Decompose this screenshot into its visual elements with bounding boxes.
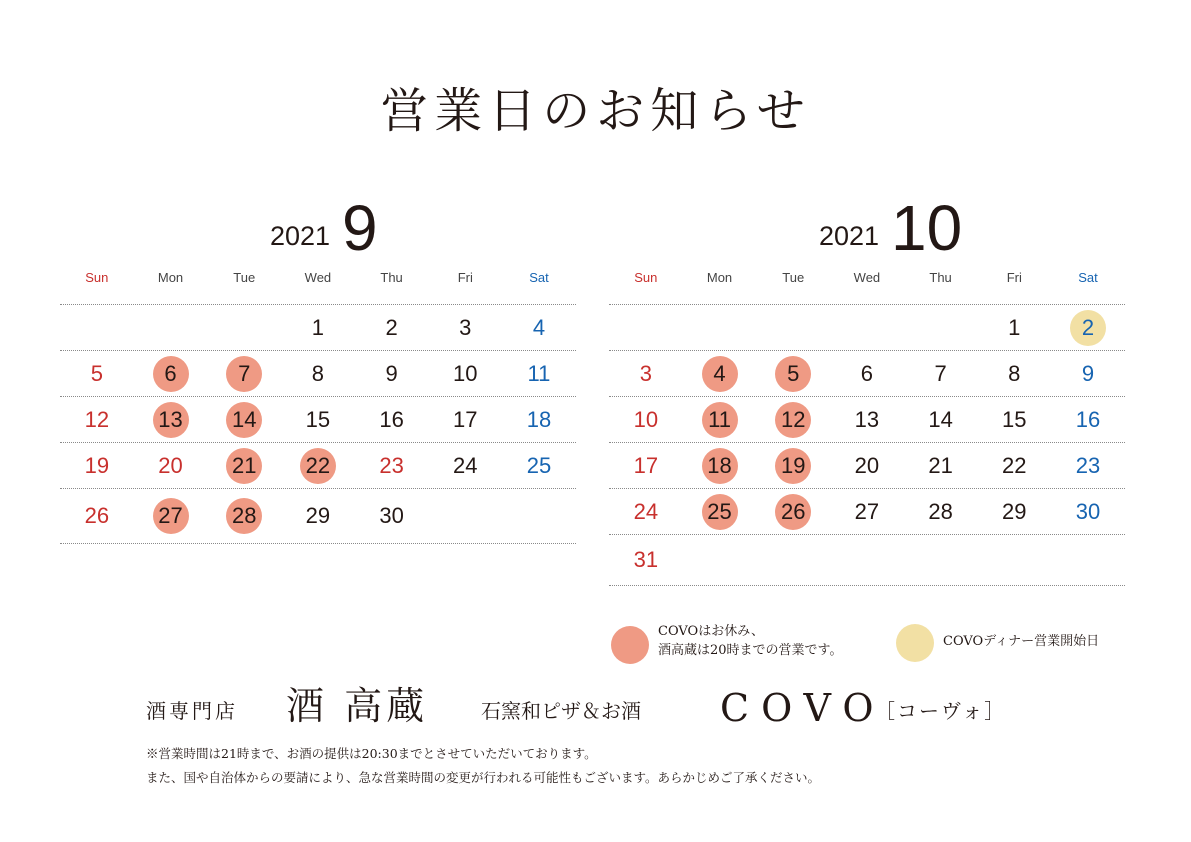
weekday-label: Sun	[85, 270, 109, 285]
calendar-day	[355, 489, 429, 543]
calendar-grid	[609, 304, 1125, 586]
calendar-header	[609, 190, 1125, 264]
closed-legend-line2: 酒高蔵は20時までの営業です。	[658, 643, 843, 658]
weekday-header	[609, 270, 1125, 290]
calendar-day	[756, 397, 830, 442]
day-number: 17	[633, 452, 659, 478]
calendar-day	[1051, 443, 1125, 488]
calendar-day	[683, 489, 757, 534]
calendar-week	[609, 488, 1125, 534]
calendar-day	[281, 351, 355, 396]
day-number: 21	[928, 452, 953, 478]
calendar-day	[830, 489, 904, 534]
day-number: 2	[385, 314, 398, 340]
day-number: 3	[639, 360, 652, 386]
shop2-prefix: 石窯和ピザ＆お酒	[481, 699, 641, 723]
day-number: 6	[860, 360, 874, 386]
day-number: 9	[1081, 360, 1095, 386]
calendar-day	[609, 443, 683, 488]
calendar-day	[207, 351, 281, 396]
calendar-day	[1051, 351, 1125, 396]
day-number: 13	[153, 402, 189, 438]
day-number: 19	[775, 448, 811, 484]
day-number: 18	[526, 406, 552, 432]
calendar-day	[609, 489, 683, 534]
calendar-day	[756, 489, 830, 534]
calendar-day	[756, 443, 830, 488]
calendar-empty-cell	[830, 535, 904, 585]
calendar-day	[134, 351, 208, 396]
calendar-day	[281, 443, 355, 488]
day-number: 30	[1075, 498, 1101, 524]
calendar-empty-cell	[683, 535, 757, 585]
day-number: 25	[526, 452, 552, 478]
day-number: 9	[385, 360, 398, 386]
weekday-label: Sat	[529, 270, 549, 285]
closed-legend-dot	[611, 626, 649, 664]
calendar-week	[60, 350, 576, 396]
shop2-reading: ［コーヴォ］	[875, 699, 1007, 723]
day-number: 6	[153, 356, 189, 392]
calendar-day	[904, 443, 978, 488]
weekday-label: Mon	[706, 270, 733, 285]
weekday-label: Sun	[634, 270, 658, 285]
day-number: 10	[453, 360, 478, 386]
calendar-month: 10	[891, 192, 963, 264]
calendar-day	[355, 443, 429, 488]
weekday-label: Thu	[380, 270, 403, 285]
calendar-day	[355, 305, 429, 350]
calendar-day	[428, 351, 502, 396]
calendar-week	[60, 304, 576, 350]
calendar-empty-cell	[756, 535, 830, 585]
day-number: 14	[928, 406, 953, 432]
calendar-day	[683, 351, 757, 396]
calendar-day	[904, 351, 978, 396]
day-number: 23	[1075, 452, 1101, 478]
calendar-header	[60, 190, 576, 264]
weekday-label: Fri	[1006, 270, 1022, 285]
day-number: 13	[854, 406, 880, 432]
calendar-week	[609, 304, 1125, 350]
calendar-day	[502, 305, 576, 350]
calendar-day	[904, 397, 978, 442]
day-number: 27	[153, 498, 189, 534]
calendar-day	[756, 351, 830, 396]
note-line: また、国や自治体からの要請により、急な営業時間の変更が行われる可能性もございます。あらかじめご了承ください。	[146, 770, 821, 785]
day-number: 20	[854, 452, 880, 478]
calendar-week	[60, 442, 576, 488]
calendar-day	[60, 489, 134, 543]
calendar-day	[830, 443, 904, 488]
calendar-year: 2021	[270, 221, 331, 251]
day-number: 7	[226, 356, 262, 392]
calendar-day	[281, 489, 355, 543]
calendar-day	[904, 489, 978, 534]
day-number: 15	[305, 406, 331, 432]
calendar-week	[60, 488, 576, 544]
calendar-week	[609, 534, 1125, 586]
calendar-day	[207, 443, 281, 488]
calendar-empty-cell	[683, 305, 757, 350]
day-number: 1	[1008, 314, 1021, 340]
day-number: 30	[379, 503, 404, 528]
shop1-prefix: 酒専門店	[146, 699, 238, 723]
weekday-label: Tue	[233, 270, 256, 285]
day-number: 12	[775, 402, 811, 438]
day-number: 16	[1075, 406, 1101, 432]
day-number: 21	[226, 448, 262, 484]
day-number: 25	[702, 494, 738, 530]
calendar-empty-cell	[830, 305, 904, 350]
store-info	[0, 680, 1191, 730]
note-line: ※営業時間は21時まで、お酒の提供は20:30までとさせていただいております。	[146, 746, 597, 761]
calendar-day	[281, 397, 355, 442]
calendar-day	[977, 305, 1051, 350]
calendar-day	[134, 489, 208, 543]
day-number: 7	[934, 360, 947, 386]
calendar-day	[281, 305, 355, 350]
calendar-day	[428, 443, 502, 488]
day-number: 26	[775, 494, 811, 530]
calendar-day	[609, 535, 683, 585]
calendar-day	[977, 443, 1051, 488]
calendar-day	[60, 351, 134, 396]
day-number: 4	[532, 314, 546, 340]
day-number: 1	[311, 314, 325, 340]
day-number: 5	[775, 356, 811, 392]
calendar-day	[609, 351, 683, 396]
day-number: 27	[854, 498, 880, 524]
day-number: 22	[300, 448, 336, 484]
calendar-day	[207, 397, 281, 442]
calendar-day	[355, 397, 429, 442]
calendar-empty-cell	[428, 489, 502, 543]
calendar-empty-cell	[134, 305, 208, 350]
calendar-day	[1051, 397, 1125, 442]
day-number: 16	[379, 406, 404, 432]
day-number: 31	[633, 547, 659, 572]
calendar-day	[60, 397, 134, 442]
calendar-day	[977, 489, 1051, 534]
calendar-day	[683, 443, 757, 488]
weekday-header	[60, 270, 576, 290]
day-number: 8	[311, 360, 325, 386]
day-number: 8	[1008, 360, 1021, 386]
calendar-day	[502, 443, 576, 488]
calendar-empty-cell	[207, 305, 281, 350]
day-number: 15	[1002, 406, 1027, 432]
day-number: 24	[633, 498, 659, 524]
calendar-empty-cell	[60, 305, 134, 350]
day-number: 5	[90, 360, 103, 386]
weekday-label: Wed	[304, 270, 332, 285]
day-number: 18	[702, 448, 738, 484]
dinner-legend-dot	[896, 624, 934, 662]
calendar-grid	[60, 304, 576, 544]
calendar-empty-cell	[1051, 535, 1125, 585]
calendar-empty-cell	[904, 535, 978, 585]
closed-legend-line1: COVOはお休み、	[658, 624, 764, 639]
weekday-label: Mon	[157, 270, 184, 285]
weekday-label: Sat	[1078, 270, 1098, 285]
calendar-day	[830, 397, 904, 442]
calendar-year: 2021	[819, 221, 880, 251]
day-number: 22	[1002, 452, 1027, 478]
day-number: 19	[84, 452, 110, 478]
calendar-empty-cell	[977, 535, 1051, 585]
weekday-label: Thu	[929, 270, 952, 285]
calendar-week	[60, 396, 576, 442]
day-number: 28	[928, 498, 953, 524]
calendar-empty-cell	[609, 305, 683, 350]
notes	[146, 742, 820, 790]
calendar-day	[830, 351, 904, 396]
weekday-label: Wed	[853, 270, 881, 285]
calendar-day	[134, 397, 208, 442]
day-number: 4	[702, 356, 738, 392]
calendar-week	[609, 396, 1125, 442]
calendar-day	[502, 397, 576, 442]
day-number: 23	[379, 452, 404, 478]
calendar-day	[1051, 305, 1125, 350]
day-number: 12	[84, 406, 110, 432]
calendar-day	[977, 351, 1051, 396]
day-number: 29	[305, 503, 331, 528]
weekday-label: Tue	[782, 270, 805, 285]
calendar-day	[60, 443, 134, 488]
day-number: 17	[453, 406, 478, 432]
calendar-day	[1051, 489, 1125, 534]
day-number: 10	[633, 406, 659, 432]
closed-legend-text	[658, 622, 843, 660]
day-number: 11	[527, 360, 551, 386]
day-number: 20	[158, 452, 183, 478]
calendar-week	[609, 350, 1125, 396]
calendar-day	[355, 351, 429, 396]
calendar-day	[428, 305, 502, 350]
day-number: 14	[226, 402, 262, 438]
day-number: 11	[702, 402, 738, 438]
day-number: 29	[1002, 498, 1027, 524]
calendar-empty-cell	[756, 305, 830, 350]
shop2-name: COVO	[720, 686, 886, 730]
day-number: 28	[226, 498, 262, 534]
calendar-empty-cell	[904, 305, 978, 350]
calendar-day	[977, 397, 1051, 442]
day-number: 3	[459, 314, 472, 340]
day-number: 2	[1070, 310, 1106, 346]
day-number: 24	[453, 452, 478, 478]
dinner-legend-text: COVOディナー営業開始日	[943, 634, 1100, 649]
calendar-week	[609, 442, 1125, 488]
shop1-name: 酒 高蔵	[286, 684, 429, 728]
weekday-label: Fri	[457, 270, 473, 285]
calendar-day	[609, 397, 683, 442]
calendar-empty-cell	[502, 489, 576, 543]
calendar-month: 9	[342, 192, 378, 264]
day-number: 26	[84, 503, 110, 528]
calendar-day	[134, 443, 208, 488]
page-title: 営業日のお知らせ	[380, 83, 811, 139]
calendar-day	[207, 489, 281, 543]
calendar-day	[428, 397, 502, 442]
calendar-day	[683, 397, 757, 442]
calendar-day	[502, 351, 576, 396]
